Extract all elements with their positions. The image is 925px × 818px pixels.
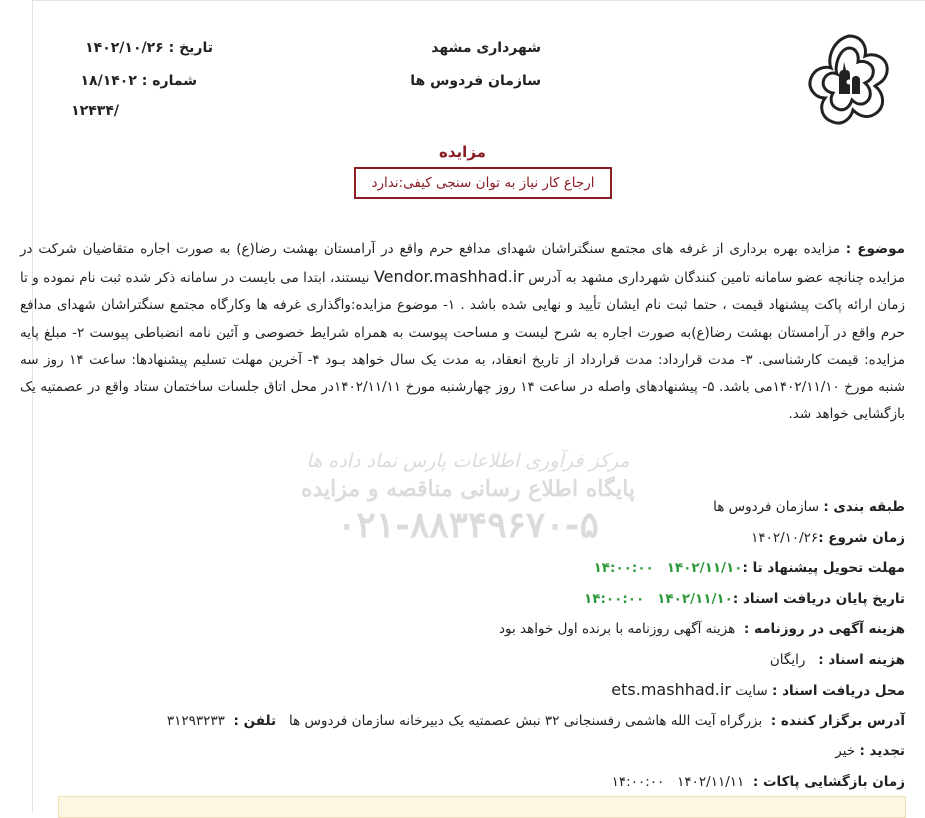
address-value: بزرگراه آیت الله هاشمی رفسنجانی ۳۲ نبش عصمتیه یک دبیرخانه سازمان فردوس ها (288, 712, 763, 729)
phone-value: ۳۱۲۹۳۲۳۳ (166, 712, 225, 729)
deadline-label: مهلت تحویل پیشنهاد تا : (742, 560, 905, 576)
doc-cost-value: رایگان (769, 651, 806, 668)
number-value-continued: /۱۲۴۳۴ (71, 103, 119, 119)
ad-cost-row (20, 614, 905, 645)
start-label: زمان شروع : (818, 529, 905, 546)
subject-paragraph (20, 236, 905, 428)
start-value: ۱۴۰۲/۱۰/۲۶ (751, 529, 819, 546)
renewal-label: تجدید : (859, 743, 905, 759)
category-row (20, 492, 905, 523)
watermark-line1: مرکز فرآوری اطلاعات پارس نماد داده ها (306, 450, 630, 472)
category-label: طبقه بندی : (823, 499, 905, 515)
doc-place-prefix: سایت (735, 683, 768, 699)
bottom-note-box (58, 796, 906, 818)
deadline-time: ۱۴:۰۰:۰۰ (593, 560, 654, 576)
opening-label: زمان بازگشایی پاکات : (752, 773, 905, 790)
renewal-row (20, 736, 905, 767)
category-value: سازمان فردوس ها (713, 499, 820, 515)
phone-label: تلفن : (233, 712, 277, 729)
doc-place-row (20, 675, 905, 706)
date-label: تاریخ : (168, 40, 213, 56)
doc-cost-row (20, 645, 905, 676)
ad-cost-value: هزینه آگهی روزنامه با برنده اول خواهد بود (498, 621, 736, 637)
organization-name: شهرداری مشهد (431, 40, 541, 56)
deadline-date: ۱۴۰۲/۱۱/۱۰ (666, 560, 743, 576)
opening-row (20, 767, 905, 798)
date-row (85, 40, 213, 56)
doc-cost-label: هزینه اسناد : (818, 651, 905, 668)
mashhad-municipality-logo-icon (803, 32, 895, 128)
watermark-line2: پایگاه اطلاع رسانی مناقصه و مزایده (300, 476, 636, 502)
vendor-site-link[interactable]: Vendor.mashhad.ir (373, 267, 524, 287)
number-label: شماره : (141, 73, 197, 89)
opening-time: ۱۴:۰۰:۰۰ (611, 773, 665, 790)
quality-assessment-badge: ارجاع کار نیاز به توان سنجی کیفی:ندارد (354, 167, 612, 199)
doc-place-label: محل دریافت اسناد : (771, 683, 905, 699)
doc-end-label: تاریخ پایان دریافت اسناد : (732, 590, 905, 607)
date-value: ۱۴۰۲/۱۰/۲۶ (85, 40, 164, 56)
page-title: مزایده (439, 143, 486, 161)
doc-end-time: ۱۴:۰۰:۰۰ (584, 590, 645, 607)
number-value: ۱۸/۱۴۰۲ (80, 73, 137, 89)
organization-subname: سازمان فردوس ها (410, 73, 541, 89)
deadline-row (20, 553, 905, 584)
opening-date: ۱۴۰۲/۱۱/۱۱ (677, 773, 745, 790)
ad-cost-label: هزینه آگهی در روزنامه : (743, 621, 905, 637)
doc-end-date: ۱۴۰۲/۱۱/۱۰ (657, 590, 733, 607)
address-row (20, 706, 905, 737)
subject-label: موضوع : (845, 241, 905, 257)
subject-text-part1: مزایده بهره برداری از غرفه های مجتمع سنگتراشان شهدای مدافع حرم واقع در آرامستان بهشت رضا(ع) به صورت اجاره متقاضیان شرکت در مزایده چنانچه عضو سامانه تامین کنندگان شهرداری مشهد به آدرس (20, 241, 905, 287)
doc-end-row (20, 584, 905, 615)
doc-place-site-link[interactable]: ets.mashhad.ir (611, 680, 731, 699)
renewal-value: خیر (835, 743, 856, 759)
subject-text-part2: نیستند، ابتدا می بایست در سامانه ذکر شده ثبت نام نموده و تا زمان ارائه پاکت پیشنهاد قیمت ، حتما ثبت نام ایشان تأیید و نهایی شده باشد . ۱- موضوع مزایده:واگذاری غرفه ها وکارگاه مجتمع سنگتراشان شهدای مدافع حرم واقع در آرامستان بهشت رضا(ع)به صورت اجاره به شرح لیست و مساحت پیوست به همراه شرایط خصوصی و آئین نامه انضباطی پیوست ۲- مبلغ پایه مزایده: قیمت کارشناسی. ۳- مدت قرارداد: مدت قرارداد از تاریخ انعقاد، به مدت یک سال خواهد بـود ۴- آخرین مهلت تسلیم پیشنهادها: ساعت ۱۴ روز سه شنبه مورخ ۱۴۰۲/۱۱/۱۰می باشد. ۵- پیشنهادهای واصله در ساعت ۱۴ روز چهارشنبه مورخ ۱۴۰۲/۱۱/۱۱در محل اتاق جلسات ساختمان ستاد واقع در عصمتیه یک بازگشایی خواهد شد. (20, 270, 906, 423)
details-list (20, 492, 905, 797)
address-label: آدرس برگزار کننده : (770, 712, 905, 729)
number-row (81, 73, 197, 89)
watermark-phone: ۰۲۱-۸۸۳۴۹۶۷۰-۵ (337, 504, 599, 546)
start-row (20, 523, 905, 554)
